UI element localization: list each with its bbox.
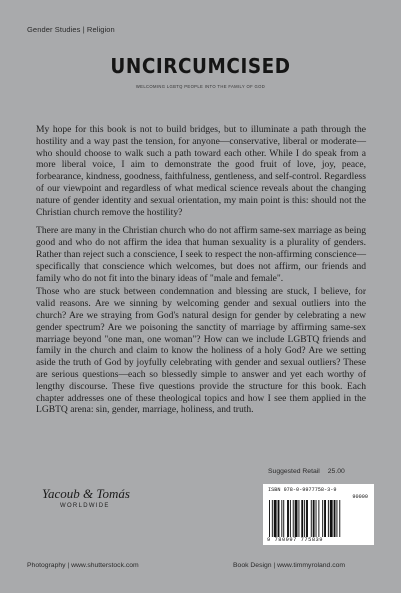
price-code: 90000: [352, 494, 368, 500]
isbn-label: ISBN 978-0-9977758-3-9: [268, 487, 337, 493]
blurb-paragraph-1: My hope for this book is not to build bridges, but to illuminate a path through the hostility and a way past the tension, for anyone—conservative, liberal or moderate—who should choose to walk such a path toward each other. While I do speak from a more liberal voice, I aim to demonstrate the good fruit of love, joy, peace, forbearance, kindness, goodness, faithfulness, gentleness, and self-control. Regardless of our viewpoint and regardless of what medical science reveals about the changing nature of gender identity and sexual orientation, my main point is this: should not the Christian church remove the hostility?: [36, 124, 366, 218]
photography-credit: Photography | www.shutterstock.com: [27, 562, 139, 569]
retail-label: Suggested Retail: [268, 468, 320, 475]
suggested-retail: [268, 468, 345, 475]
blurb-paragraph-2: There are many in the Christian church who do not affirm same-sex marriage as being good and who do not affirm the idea that human sexuality is a plurality of genders. Rather than reject such a conscience, I seek to respect the non-affirming conscience—specifically that conscience which welcomes, but does not affirm, our friends and family who do not fit into the binary ideas of "male and female".: [36, 225, 366, 284]
publisher-tagline: WORLDWIDE: [60, 503, 110, 509]
blurb-text: [36, 124, 366, 423]
book-title: UNCIRCUMCISED: [110, 54, 291, 78]
design-credit: Book Design | www.timmyroland.com: [233, 562, 346, 569]
publisher-name: Yacoub & Tomás: [42, 486, 130, 501]
retail-price: 25.00: [327, 468, 345, 475]
isbn-barcode: [263, 484, 374, 545]
book-subtitle: WELCOMING LGBTQ PEOPLE INTO THE FAMILY OF GOD: [135, 84, 266, 89]
barcode-number: 9 780997 775839: [267, 537, 324, 543]
blurb-paragraph-3: Those who are stuck between condemnation and blessing are stuck, I believe, for valid reasons. Are we sinning by welcoming gender and sexual outliers into the church? Are we straying from God's natural design for gender by celebrating a new gender spectrum? Are we poisoning the sanctity of marriage by affirming same-sex marriage beyond "one man, one woman"? How can we include LGBTQ friends and family in the church and claim to know the holiness of a holy God? Are we setting aside the truth of God by joyfully celebrating with gender and sexual outliers? These are serious questions—each so blessedly simple to answer and yet each worthy of lengthy discourse. These five questions provide the structure for this book. Each chapter addresses one of these theological topics and how I see them applied in the LGBTQ arena: sin, gender, marriage, holiness, and truth.: [36, 286, 366, 416]
category-line: Gender Studies | Religion: [27, 25, 115, 34]
barcode-bars-icon: [269, 500, 369, 537]
